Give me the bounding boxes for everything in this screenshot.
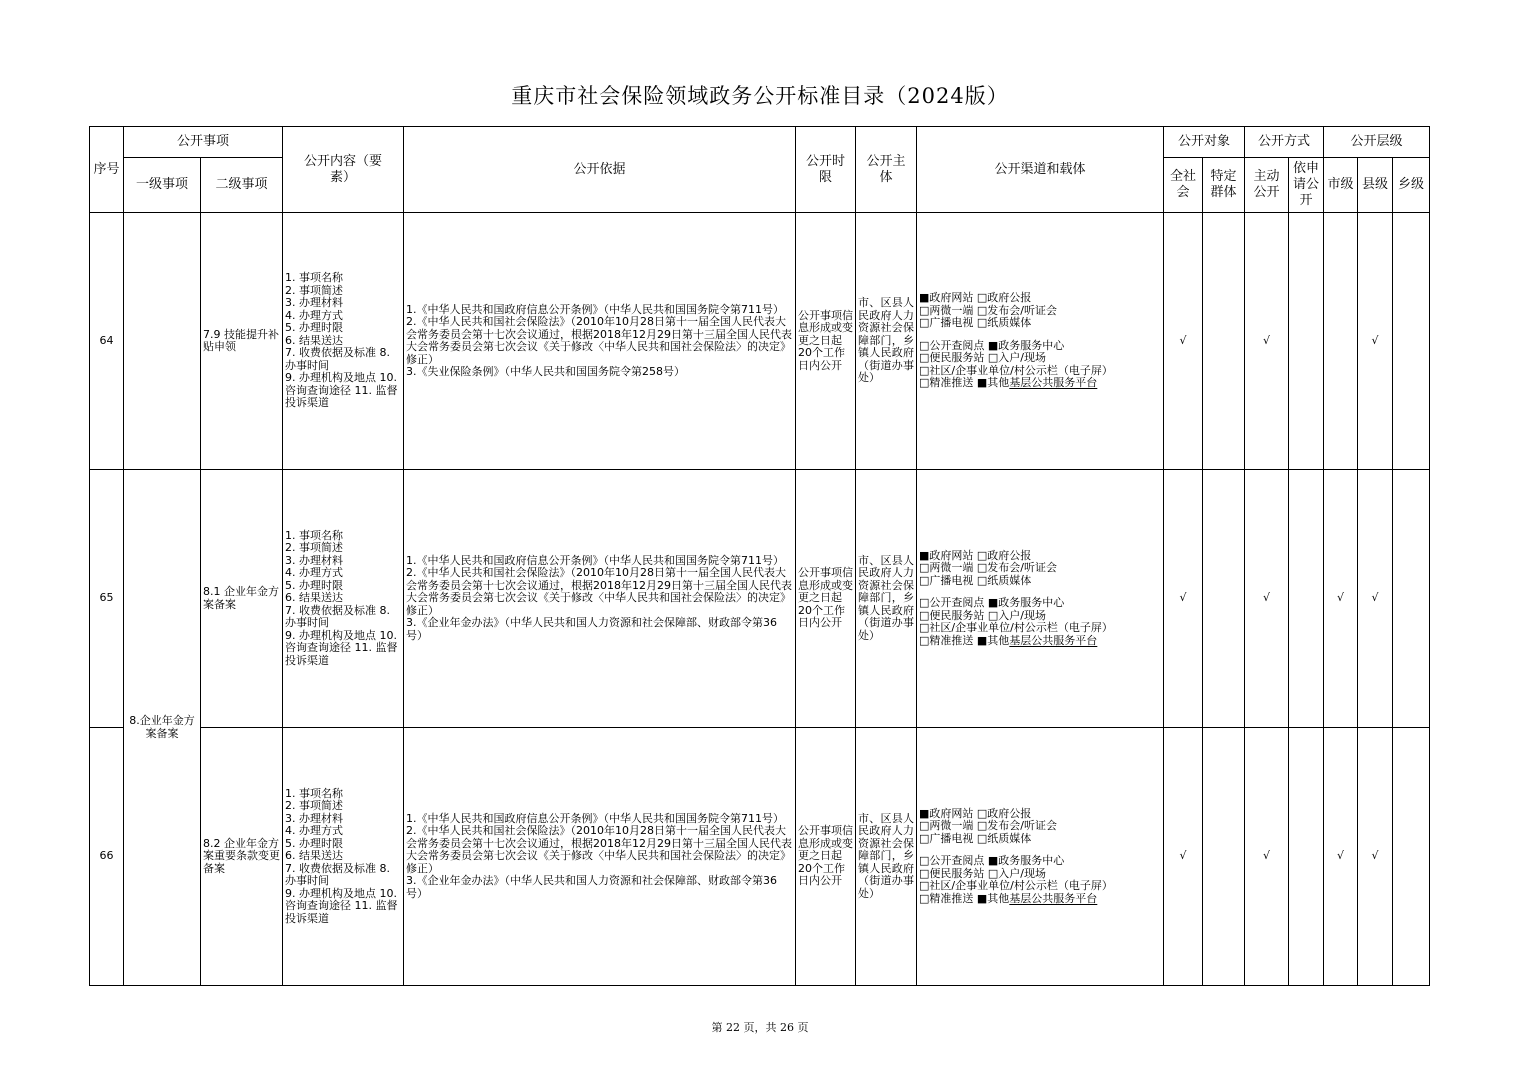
content-line: 1. 事项名称: [285, 786, 344, 800]
content-cell: [283, 213, 404, 470]
header-channel: 公开渠道和载体: [917, 127, 1164, 213]
page-footer: 第 22 页，共 26 页: [711, 1021, 809, 1034]
content-line: 9. 办理机构及地点 10. 咨询查询途径 11. 监督投诉渠道: [285, 371, 398, 410]
channel-line: ■政府网站 □政府公报: [919, 806, 1032, 820]
check-specific: [1203, 213, 1245, 470]
subject-cell: 市、区县人民政府人力资源社会保障部门，乡镇人民政府（街道办事处）: [856, 728, 917, 986]
level2-cell: 7.9 技能提升补贴申领: [201, 213, 283, 470]
header-level2: 二级事项: [201, 158, 283, 213]
check-county: √: [1358, 470, 1393, 728]
check-active: √: [1245, 728, 1289, 986]
table-body: [90, 213, 1430, 986]
header-tier-county: 县级: [1358, 158, 1393, 213]
channel-line: □广播电视 □纸质媒体: [919, 316, 1032, 330]
header-target-all: 全社会: [1164, 158, 1203, 213]
content-line: 7. 收费依据及标准 8. 办事时间: [285, 346, 390, 372]
check-city: √: [1324, 728, 1358, 986]
channel-line: □便民服务站 □入户/现场: [919, 351, 1047, 365]
check-town: [1393, 728, 1430, 986]
basis-line: 1.《中华人民共和国政府信息公开条例》（中华人民共和国国务院令第711号）: [406, 553, 785, 567]
content-line: 6. 结果送达: [285, 333, 344, 347]
channel-line: □社区/企事业单位/村公示栏（电子屏）: [919, 879, 1113, 893]
basis-cell: [404, 470, 796, 728]
content-line: 4. 办理方式: [285, 566, 344, 580]
channel-line: □社区/企事业单位/村公示栏（电子屏）: [919, 363, 1113, 377]
content-line: 4. 办理方式: [285, 308, 344, 322]
subject-cell: 市、区县人民政府人力资源社会保障部门，乡镇人民政府（街道办事处）: [856, 470, 917, 728]
content-line: 7. 收费依据及标准 8. 办事时间: [285, 603, 390, 630]
header-method-request: 依申请公开: [1289, 158, 1324, 213]
header-subject: 公开主体: [856, 127, 917, 213]
channel-other-link: 基层公共服务平台: [1009, 891, 1098, 905]
content-line: 1. 事项名称: [285, 528, 344, 542]
check-town: [1393, 213, 1430, 470]
content-line: 2. 事项简述: [285, 283, 344, 297]
content-line: 7. 收费依据及标准 8. 办事时间: [285, 861, 390, 888]
channel-cell: [917, 213, 1164, 470]
header-content: 公开内容（要素）: [283, 127, 404, 213]
basis-line: 2.《中华人民共和国社会保险法》（2010年10月28日第十一届全国人民代表大会常务委员会第十七次会议通过，根据2018年12月29日第十三届全国人民代表大会常务委员会第七次会议《关于修改〈中华人民共和国社会保险法〉的决定》修正）: [406, 315, 793, 366]
channel-other-prefix: □精准推送 ■其他: [919, 891, 1010, 905]
channel-line: □便民服务站 □入户/现场: [919, 608, 1047, 622]
content-line: 5. 办理时限: [285, 578, 344, 592]
check-city: √: [1324, 470, 1358, 728]
content-line: 2. 事项简述: [285, 799, 344, 813]
check-request: [1289, 470, 1324, 728]
channel-other-link: 基层公共服务平台: [1009, 633, 1098, 647]
check-request: [1289, 213, 1324, 470]
channel-other-prefix: □精准推送 ■其他: [919, 633, 1010, 647]
channel-line-other: [919, 893, 1161, 906]
table-row: [90, 728, 1430, 986]
header-tier-city: 市级: [1324, 158, 1358, 213]
seq-cell: 65: [90, 470, 124, 728]
channel-line: □广播电视 □纸质媒体: [919, 831, 1032, 845]
channel-line: □公开查阅点 ■政务服务中心: [919, 338, 1065, 352]
table-row: [90, 470, 1430, 728]
check-all: √: [1164, 728, 1203, 986]
basis-line: 3.《企业年金办法》（中华人民共和国人力资源和社会保障部、财政部令第36号）: [406, 616, 778, 642]
content-line: 9. 办理机构及地点 10. 咨询查询途径 11. 监督投诉渠道: [285, 628, 398, 667]
subject-cell: 市、区县人民政府人力资源社会保障部门，乡镇人民政府（街道办事处）: [856, 213, 917, 470]
content-line: 4. 办理方式: [285, 824, 344, 838]
check-all: √: [1164, 213, 1203, 470]
basis-line: 2.《中华人民共和国社会保险法》（2010年10月28日第十一届全国人民代表大会常务委员会第十七次会议通过，根据2018年12月29日第十三届全国人民代表大会常务委员会第七次会议《关于修改〈中华人民共和国社会保险法〉的决定》修正）: [406, 824, 793, 875]
header-target: 公开对象: [1164, 127, 1245, 158]
check-active: √: [1245, 213, 1289, 470]
basis-line: 1.《中华人民共和国政府信息公开条例》（中华人民共和国国务院令第711号）: [406, 302, 785, 316]
table-row: [90, 213, 1430, 470]
check-all: √: [1164, 470, 1203, 728]
content-line: 3. 办理材料: [285, 296, 344, 310]
check-specific: [1203, 728, 1245, 986]
channel-cell: [917, 470, 1164, 728]
content-cell: [283, 728, 404, 986]
seq-cell: 66: [90, 728, 124, 986]
header-time-limit: 公开时限: [796, 127, 856, 213]
channel-line: □便民服务站 □入户/现场: [919, 866, 1047, 880]
header-basis: 公开依据: [404, 127, 796, 213]
content-line: 5. 办理时限: [285, 836, 344, 850]
channel-other-prefix: □精准推送 ■其他: [919, 376, 1010, 390]
check-town: [1393, 470, 1430, 728]
channel-line: □公开查阅点 ■政务服务中心: [919, 596, 1065, 610]
check-city: [1324, 213, 1358, 470]
catalog-table: [89, 126, 1430, 986]
basis-cell: [404, 728, 796, 986]
channel-line: □社区/企事业单位/村公示栏（电子屏）: [919, 621, 1113, 635]
header-method: 公开方式: [1245, 127, 1324, 158]
page-title: 重庆市社会保险领域政务公开标准目录（2024版）: [511, 84, 1009, 108]
content-line: 6. 结果送达: [285, 591, 344, 605]
channel-cell: [917, 728, 1164, 986]
check-specific: [1203, 470, 1245, 728]
channel-line: □两微一端 □发布会/听证会: [919, 303, 1058, 317]
check-active: √: [1245, 470, 1289, 728]
basis-line: 2.《中华人民共和国社会保险法》（2010年10月28日第十一届全国人民代表大会常务委员会第十七次会议通过，根据2018年12月29日第十三届全国人民代表大会常务委员会第七次会议《关于修改〈中华人民共和国社会保险法〉的决定》修正）: [406, 566, 793, 617]
basis-line: 3.《企业年金办法》（中华人民共和国人力资源和社会保障部、财政部令第36号）: [406, 874, 778, 900]
level2-cell: 8.2 企业年金方案重要条款变更备案: [201, 728, 283, 986]
channel-line-other: [919, 377, 1161, 390]
basis-line: 1.《中华人民共和国政府信息公开条例》（中华人民共和国国务院令第711号）: [406, 811, 785, 825]
header-target-specific: 特定群体: [1203, 158, 1245, 213]
time-limit-cell: 公开事项信息形成或变更之日起20个工作日内公开: [796, 213, 856, 470]
content-line: 9. 办理机构及地点 10. 咨询查询途径 11. 监督投诉渠道: [285, 886, 398, 925]
content-line: 2. 事项简述: [285, 541, 344, 555]
content-line: 5. 办理时限: [285, 321, 344, 335]
channel-line-other: [919, 635, 1161, 648]
basis-cell: [404, 213, 796, 470]
time-limit-cell: 公开事项信息形成或变更之日起20个工作日内公开: [796, 728, 856, 986]
header-seq: 序号: [90, 127, 124, 213]
check-county: √: [1358, 213, 1393, 470]
content-cell: [283, 470, 404, 728]
channel-line: □两微一端 □发布会/听证会: [919, 561, 1058, 575]
header-tier: 公开层级: [1324, 127, 1430, 158]
time-limit-cell: 公开事项信息形成或变更之日起20个工作日内公开: [796, 470, 856, 728]
level1-cell: [124, 213, 201, 470]
content-line: 1. 事项名称: [285, 271, 344, 285]
level1-cell-merged: 8.企业年金方案备案: [124, 470, 201, 986]
seq-cell: 64: [90, 213, 124, 470]
channel-line: □两微一端 □发布会/听证会: [919, 819, 1058, 833]
header-level1: 一级事项: [124, 158, 201, 213]
level2-cell: 8.1 企业年金方案备案: [201, 470, 283, 728]
channel-line: □公开查阅点 ■政务服务中心: [919, 854, 1065, 868]
content-line: 3. 办理材料: [285, 553, 344, 567]
channel-line: ■政府网站 □政府公报: [919, 291, 1032, 305]
basis-line: 3.《失业保险条例》（中华人民共和国国务院令第258号）: [406, 365, 686, 378]
channel-other-link: 基层公共服务平台: [1009, 376, 1098, 390]
header-method-active: 主动公开: [1245, 158, 1289, 213]
header-tier-town: 乡级: [1393, 158, 1430, 213]
channel-line: ■政府网站 □政府公报: [919, 548, 1032, 562]
header-public-matter: 公开事项: [124, 127, 283, 158]
check-request: [1289, 728, 1324, 986]
channel-line: □广播电视 □纸质媒体: [919, 573, 1032, 587]
check-county: √: [1358, 728, 1393, 986]
content-line: 6. 结果送达: [285, 849, 344, 863]
content-line: 3. 办理材料: [285, 811, 344, 825]
